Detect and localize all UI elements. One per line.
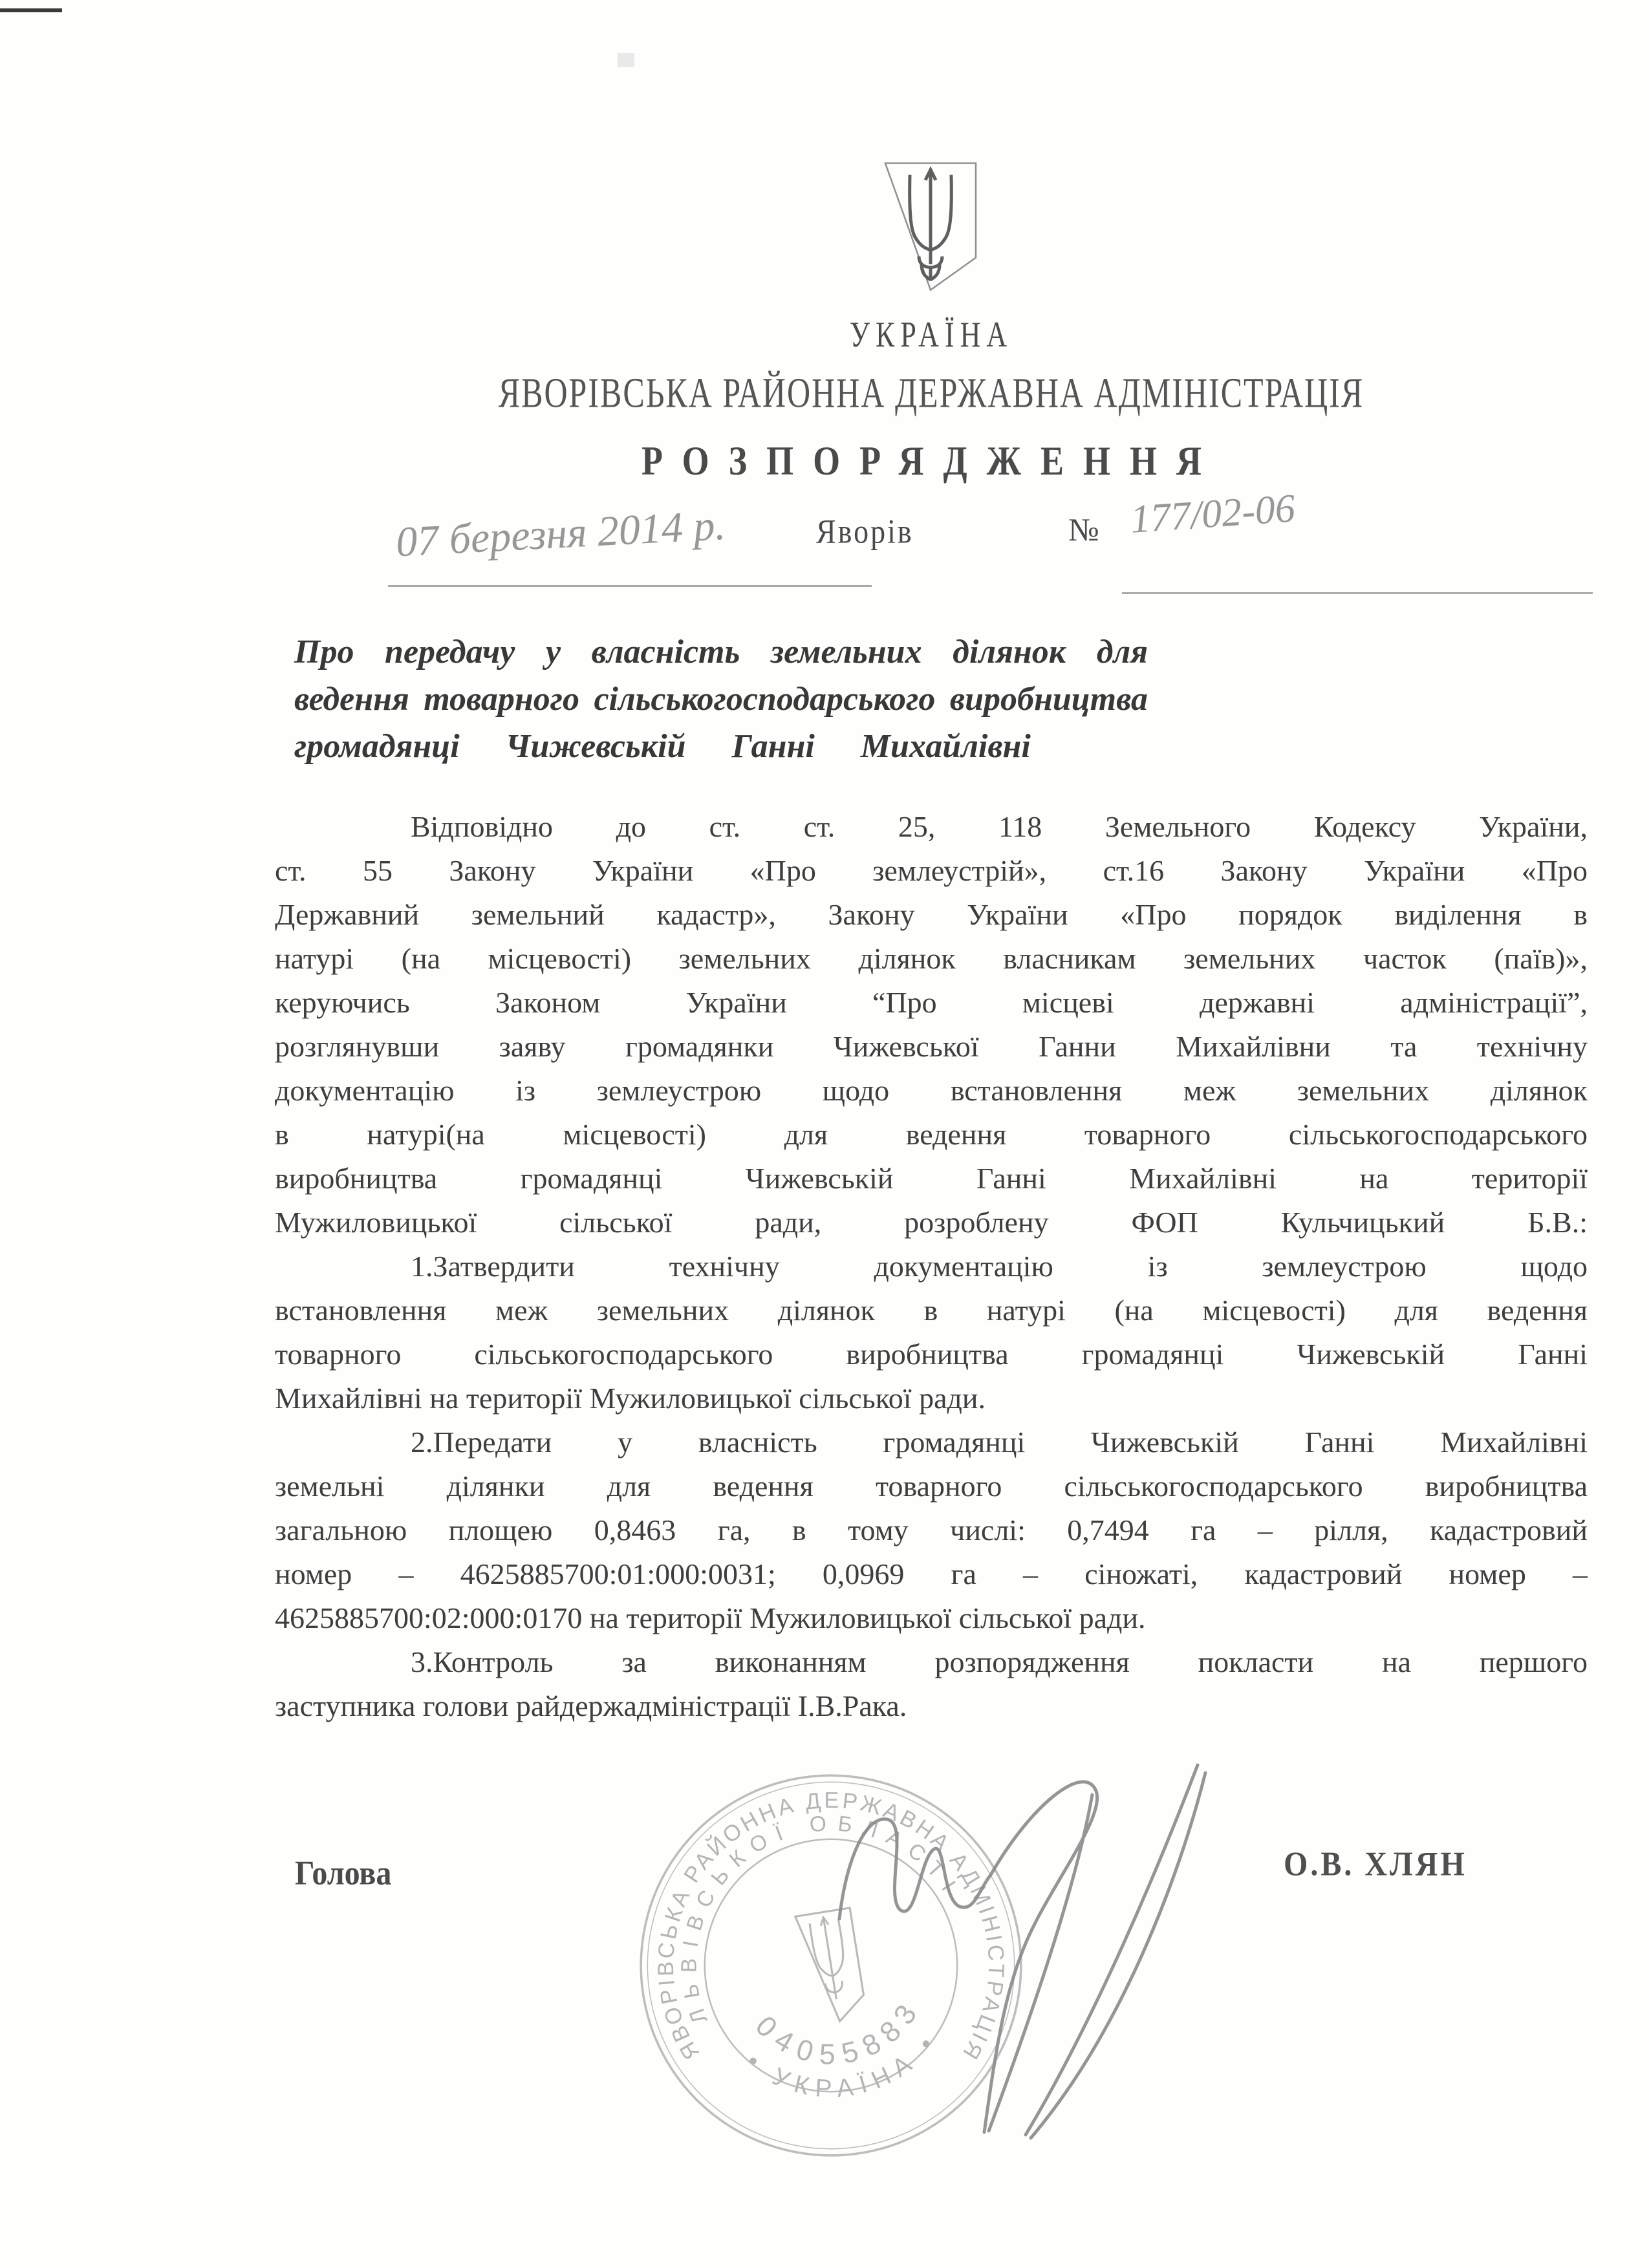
authority-name: ЯВОРІВСЬКА РАЙОННА ДЕРЖАВНА АДМІНІСТРАЦІЯ	[498, 369, 1364, 416]
body-line: 3.Контроль за виконанням розпорядження покласти на першого	[411, 1645, 1588, 1678]
body-line: Державний земельний кадастр», Закону України «Про порядок виділення в	[275, 898, 1588, 931]
document-type-heading: РОЗПОРЯДЖЕННЯ	[641, 438, 1222, 484]
body-line: розглянувши заяву громадянки Чижевської Ганни Михайлівни та технічну	[275, 1030, 1588, 1063]
document-title	[294, 628, 1148, 770]
body-line: натурі (на місцевості) земельних ділянок власникам земельних часток (паїв)»,	[275, 942, 1588, 975]
paragraph-item-2	[275, 1420, 1588, 1640]
stamp-ring-text: ЯВОРІВСЬКА РАЙОННА ДЕРЖАВНА АДМІНІСТРАЦІЯ	[653, 1788, 1009, 2065]
handwritten-signature	[763, 1739, 1255, 2153]
date-underline	[388, 585, 872, 587]
body-line: товарного сільськогосподарського виробництва громадянці Чижевській Ганні	[275, 1338, 1588, 1371]
title-line: ведення товарного сільськогосподарського виробництва	[294, 681, 1148, 718]
paragraph-item-3	[275, 1640, 1588, 1728]
body-line: в натурі(на місцевості) для ведення товарного сільськогосподарського	[275, 1118, 1588, 1151]
body-line: номер – 4625885700:01:000:0031; 0,0969 га – сіножаті, кадастровий номер –	[275, 1557, 1588, 1590]
number-underline	[1122, 592, 1593, 594]
body-line: документацію із землеустрою щодо встановлення меж земельних ділянок	[275, 1074, 1588, 1107]
paragraph-item-1	[275, 1245, 1588, 1420]
body-line: загальною площею 0,8463 га, в тому числі: 0,7494 га – рілля, кадастровий	[275, 1514, 1588, 1546]
body-line: керуючись Законом України “Про місцеві державні адміністрації”,	[275, 986, 1588, 1019]
scan-artifact-smudge	[618, 53, 634, 67]
handwritten-date: 07 березня 2014 р.	[394, 501, 727, 566]
body-line: заступника голови райдержадміністрації І.В.Рака.	[275, 1689, 907, 1722]
stamp-code-number: 04055883	[749, 1996, 925, 2071]
body-line: 2.Передати у власність громадянці Чижевській Ганні Михайлівні	[411, 1426, 1588, 1459]
body-line: Мужиловицької сільської ради, розроблену ФОП Кульчицький Б.В.:	[275, 1206, 1588, 1239]
handwritten-document-number: 177/02-06	[1128, 486, 1297, 542]
stamp-region-text: ЛЬВІВСЬКОЇ ОБЛАСТІ	[677, 1811, 963, 2027]
scan-artifact-line	[0, 8, 62, 12]
title-line: Про передачу у власність земельних ділянок для	[294, 634, 1148, 670]
ukraine-trident-emblem-icon	[881, 159, 982, 295]
body-line: виробництва громадянці Чижевській Ганні Михайлівні на території	[275, 1162, 1588, 1195]
body-line: ст. 55 Закону України «Про землеустрій», ст.16 Закону України «Про	[275, 854, 1588, 887]
signer-role-label: Голова	[295, 1854, 392, 1892]
document-body	[275, 805, 1588, 1728]
body-line: Відповідно до ст. ст. 25, 118 Земельного Кодексу України,	[411, 810, 1588, 843]
number-sign-label: №	[1068, 511, 1099, 548]
paragraph-preamble	[275, 805, 1588, 1245]
body-line: 4625885700:02:000:0170 на території Мужиловицької сільської ради.	[275, 1601, 1146, 1634]
country-name: УКРАЇНА	[849, 314, 1013, 355]
place-name: Яворів	[816, 512, 914, 550]
title-line: громадянці Чижевській Ганні Михайлівні	[294, 728, 1031, 765]
stamp-country-text: • УКРАЇНА •	[740, 2029, 942, 2103]
body-line: встановлення меж земельних ділянок в натурі (на місцевості) для ведення	[275, 1294, 1588, 1327]
body-line: земельні ділянки для ведення товарного сільськогосподарського виробництва	[275, 1470, 1588, 1503]
body-line: Михайлівні на території Мужиловицької сільської ради.	[275, 1382, 986, 1415]
body-line: 1.Затвердити технічну документацію із землеустрою щодо	[411, 1250, 1588, 1283]
signer-name: О.В. ХЛЯН	[1284, 1845, 1467, 1883]
